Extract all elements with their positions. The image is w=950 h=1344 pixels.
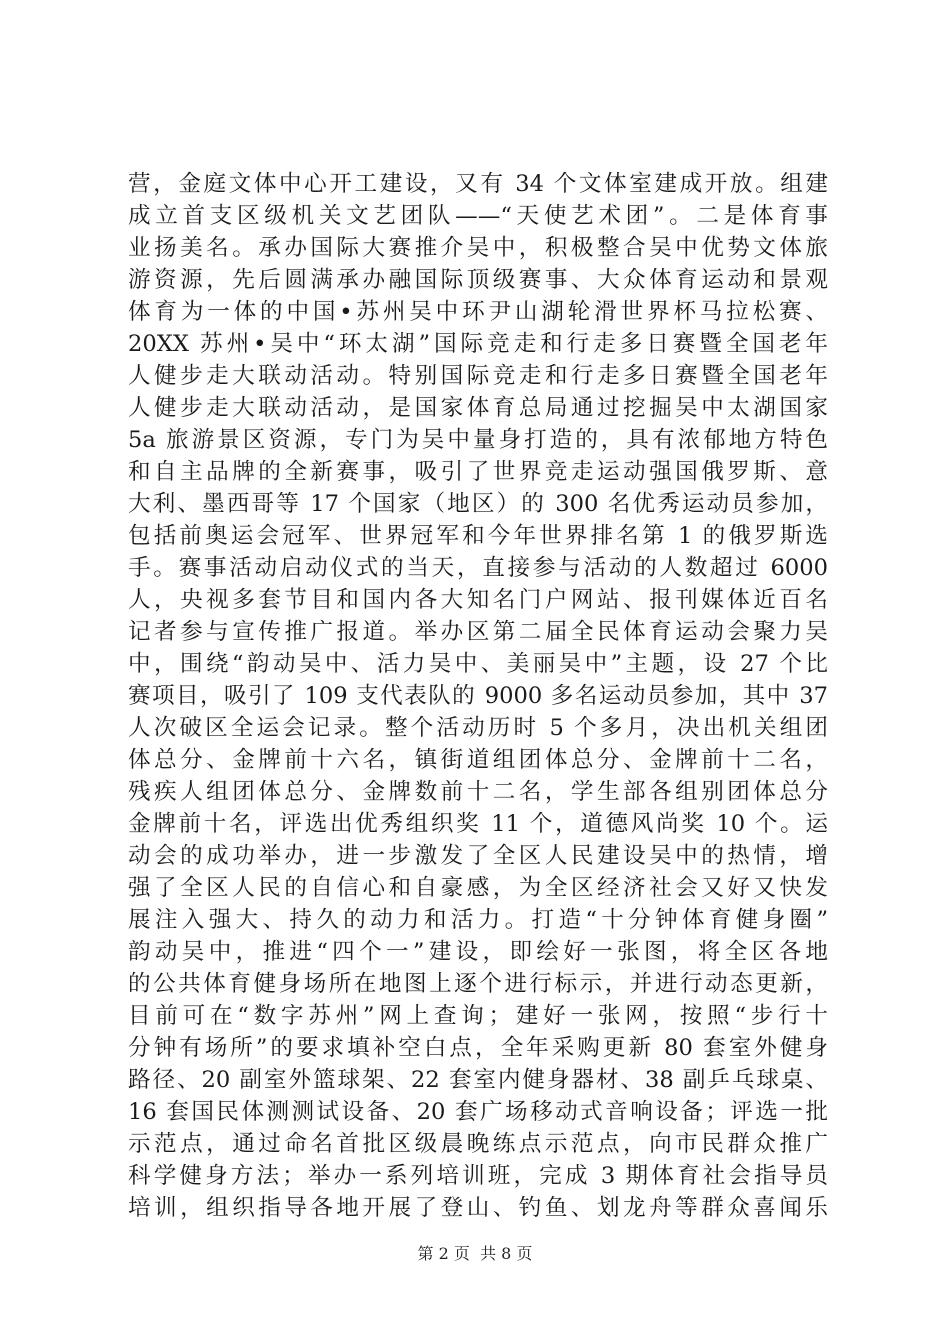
text-line: 营，金庭文体中心开工建设，又有 34 个文体室建成开放。组建 [128,171,828,197]
text-line: 体总分、金牌前十六名，镇街道组团体总分、金牌前十二名， [128,747,828,773]
text-line: 大利、墨西哥等 17 个国家（地区）的 300 名优秀运动员参加， [128,491,828,517]
text-line: 人健步走大联动活动，是国家体育总局通过挖掘吴中太湖国家 [128,395,828,421]
body-text [128,168,828,1224]
text-line: 残疾人组团体总分、金牌数前十二名，学生部各组别团体总分 [128,779,828,805]
text-line: 记者参与宣传推广报道。举办区第二届全民体育运动会聚力吴 [128,619,828,645]
text-line: 16 套国民体测测试设备、20 套广场移动式音响设备；评选一批 [128,1099,828,1125]
text-line: 的公共体育健身场所在地图上逐个进行标示，并进行动态更新， [128,971,828,997]
text-line: 成立首支区级机关文艺团队——“天使艺术团”。二是体育事 [128,203,828,229]
text-line: 韵动吴中，推进“四个一”建设，即绘好一张图，将全区各地 [128,939,828,965]
text-line: 金牌前十名，评选出优秀组织奖 11 个，道德风尚奖 10 个。运 [128,811,828,837]
text-line: 体育为一体的中国•苏州吴中环尹山湖轮滑世界杯马拉松赛、 [128,299,828,325]
text-line: 人次破区全运会记录。整个活动历时 5 个多月，决出机关组团 [128,715,828,741]
text-line: 动会的成功举办，进一步激发了全区人民建设吴中的热情，增 [128,843,828,869]
text-line: 手。赛事活动启动仪式的当天，直接参与活动的人数超过 6000 [128,555,828,581]
text-line: 示范点，通过命名首批区级晨晚练点示范点，向市民群众推广 [128,1131,828,1157]
text-line: 路径、20 副室外篮球架、22 套室内健身器材、38 副乒乓球桌、 [128,1067,828,1093]
text-line: 赛项目，吸引了 109 支代表队的 9000 多名运动员参加，其中 37 [128,683,828,709]
text-line: 培训，组织指导各地开展了登山、钓鱼、划龙舟等群众喜闻乐 [128,1195,828,1221]
text-line: 科学健身方法；举办一系列培训班，完成 3 期体育社会指导员 [128,1163,828,1189]
text-line: 人健步走大联动活动。特别国际竞走和行走多日赛暨全国老年 [128,363,828,389]
text-line: 目前可在“数字苏州”网上查询；建好一张网，按照“步行十 [128,1003,828,1029]
text-line: 包括前奥运会冠军、世界冠军和今年世界排名第 1 的俄罗斯选 [128,523,828,549]
text-line: 游资源，先后圆满承办融国际顶级赛事、大众体育运动和景观 [128,267,828,293]
text-line: 5a 旅游景区资源，专门为吴中量身打造的，具有浓郁地方特色 [128,427,828,453]
page-footer: 第 2 页 共 8 页 [417,1244,533,1263]
text-line: 20XX 苏州•吴中“环太湖”国际竞走和行走多日赛暨全国老年 [128,331,828,357]
text-line: 分钟有场所”的要求填补空白点，全年采购更新 80 套室外健身 [128,1035,828,1061]
text-line: 人，央视多套节目和国内各大知名门户网站、报刊媒体近百名 [128,587,828,613]
text-line: 强了全区人民的自信心和自豪感，为全区经济社会又好又快发 [128,875,828,901]
text-line: 业扬美名。承办国际大赛推介吴中，积极整合吴中优势文体旅 [128,235,828,261]
text-line: 和自主品牌的全新赛事，吸引了世界竞走运动强国俄罗斯、意 [128,459,828,485]
text-line: 中，围绕“韵动吴中、活力吴中、美丽吴中”主题，设 27 个比 [128,651,828,677]
text-line: 展注入强大、持久的动力和活力。打造“十分钟体育健身圈” [128,907,828,933]
